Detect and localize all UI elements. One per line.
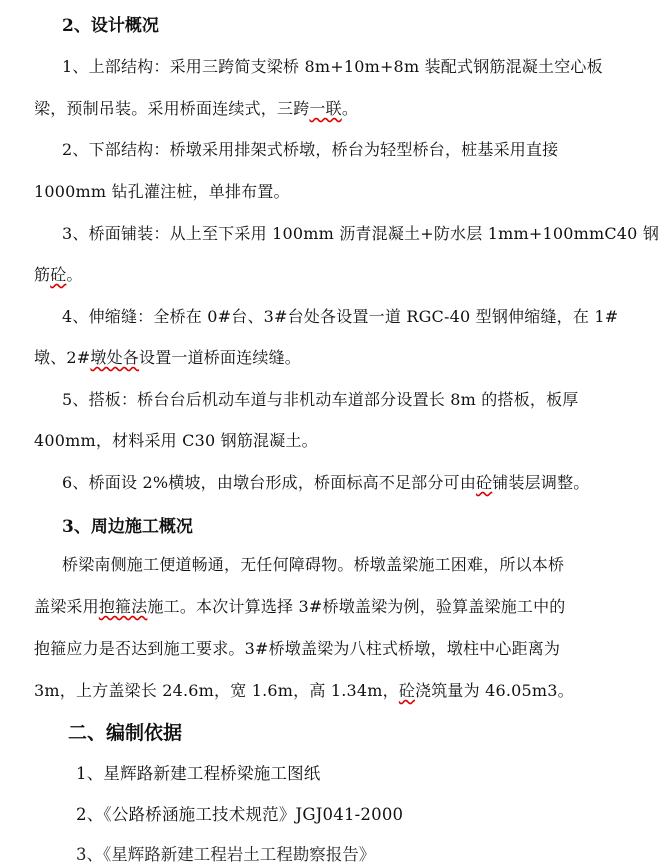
paragraph-line — [34, 96, 358, 119]
paragraph-line — [34, 262, 83, 285]
paragraph-line: 2、下部结构：桥墩采用排架式桥墩，桥台为轻型桥台，桩基采用直接 — [62, 140, 559, 159]
reference-item-partial: 3、《星辉路新建工程岩土工程勘察报告》 — [76, 845, 376, 864]
text-run: 浇筑量为 46.05m3。 — [415, 681, 574, 700]
spellcheck-marked-text: 砼 — [398, 681, 416, 700]
section-heading-design: 2、设计概况 — [62, 16, 159, 36]
reference-item: 2、《公路桥涵施工技术规范》JGJ041-2000 — [76, 805, 404, 824]
paragraph-line: 1000mm 钻孔灌注桩，单排布置。 — [34, 182, 290, 201]
paragraph-line: 桥梁南侧施工便道畅通，无任何障碍物。桥墩盖梁施工困难，所以本桥 — [62, 555, 565, 574]
paragraph-line — [62, 470, 589, 493]
text-run: 墩、2# — [34, 348, 91, 367]
text-run: 。 — [341, 99, 359, 118]
paragraph-line: 抱箍应力是否达到施工要求。3#桥墩盖梁为八柱式桥墩，墩柱中心距离为 — [34, 639, 561, 658]
section-heading-basis: 二、编制依据 — [68, 722, 183, 744]
section-heading-site: 3、周边施工概况 — [62, 517, 193, 537]
reference-item: 1、星辉路新建工程桥梁施工图纸 — [76, 764, 321, 783]
spellcheck-marked-text: 抱箍法 — [98, 597, 148, 616]
text-run: 施工。本次计算选择 3#桥墩盖梁为例，验算盖梁施工中的 — [147, 597, 566, 616]
text-run: 筋 — [34, 265, 51, 284]
text-run: 6、桥面设 2%横坡，由墩台形成，桥面标高不足部分可由 — [62, 473, 477, 492]
paragraph-line: 5、搭板：桥台台后机动车道与非机动车道部分设置长 8m 的搭板，板厚 — [62, 390, 579, 409]
text-run: 铺装层调整。 — [492, 473, 590, 492]
paragraph-line: 400mm，材料采用 C30 钢筋混凝土。 — [34, 431, 318, 450]
spellcheck-marked-text: 砼 — [476, 473, 493, 492]
text-run: 盖梁采用 — [34, 597, 99, 616]
text-run: 设置一道桥面连续缝。 — [139, 348, 302, 367]
paragraph-line: 4、伸缩缝：全桥在 0#台、3#台处各设置一道 RGC-40 型钢伸缩缝，在 1# — [62, 307, 619, 326]
spellcheck-marked-text: 墩处各 — [90, 348, 139, 367]
paragraph-line: 1、上部结构：采用三跨简支梁桥 8m+10m+8m 装配式钢筋混凝土空心板 — [62, 57, 603, 76]
paragraph-line — [34, 594, 566, 617]
text-run: 梁，预制吊装。采用桥面连续式，三跨 — [34, 99, 310, 118]
paragraph-line — [34, 678, 574, 701]
text-run: 。 — [66, 265, 83, 284]
paragraph-line: 3、桥面铺装：从上至下采用 100mm 沥青混凝土+防水层 1mm+100mmC40 钢 — [62, 224, 660, 243]
spellcheck-marked-text: 砼 — [50, 265, 67, 284]
text-run: 3m，上方盖梁长 24.6m，宽 1.6m，高 1.34m， — [34, 681, 399, 700]
paragraph-line — [34, 345, 301, 368]
spellcheck-marked-text: 一联 — [309, 99, 342, 118]
